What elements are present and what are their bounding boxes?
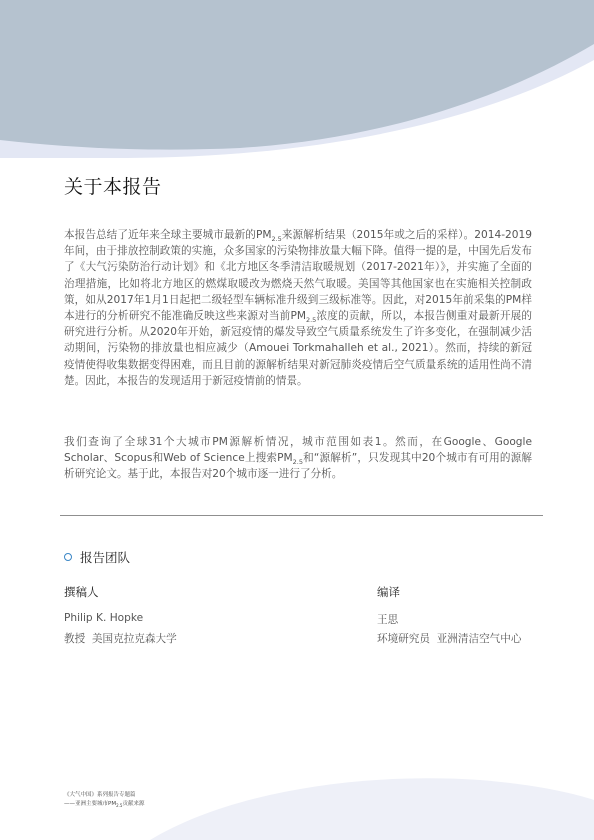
footer-series-title: 《大气中国》系列报告专题篇 <box>64 792 136 798</box>
bullet-circle-icon <box>64 553 72 561</box>
page-title: 关于本报告 <box>64 176 162 198</box>
team-section-title: 报告团队 <box>80 550 131 565</box>
translators-heading: 编译 <box>377 585 400 599</box>
header-accent-shape <box>0 0 594 158</box>
author-name: Philip K. Hopke <box>64 612 144 624</box>
translator-name: 王思 <box>377 614 399 626</box>
method-paragraph: 我们查询了全球31个大城市PM源解析情况，城市范围如表1。然而，在Google、Google Scholar、Scopus和Web of Science上搜索$PM_{2.5}$和“源解析”，只发现其中20个城市有可用的源解析研究论文。基于此，本报告对20个城市逐一进行了分析。 <box>64 436 532 481</box>
header-band-shape <box>0 0 594 150</box>
footer-report-title: ——亚洲主要城市$PM_{2.5}$贡献来源 <box>64 801 145 809</box>
translator-affiliation: 环境研究员 亚洲清洁空气中心 <box>377 633 522 645</box>
author-affiliation: 教授 美国克拉克森大学 <box>64 633 177 645</box>
intro-paragraph: 本报告总结了近年来全球主要城市最新的$PM_{2.5}$来源解析结果（2015年或之后的采样）。2014-2019年间，由于排放控制政策的实施，众多国家的污染物排放量大幅下降。值得一提的是，中国先后发布了《大气污染防治行动计划》和《北方地区冬季清洁取暖规划（2017-2021年）》，并实施了全面的治理措施，比如将北方地区的燃煤取暖改为燃烧天然气取暖。美国等其他国家也在实施相关控制政策，如从2017年1月1日起把二级轻型车辆标准升级到三级标准等。因此，对2015年前采集的PM样本进行的分析研究不能准确反映这些来源对当前$PM_{2.5}$浓度的贡献，所以，本报告侧重对最新开展的研究进行分析。从2020年开始，新冠疫情的爆发导致空气质量系统发生了许多变化，在强制减少活动期间，污染物的排放量也相应减少（Amouei Torkmahalleh et al., 2021）。然而，持续的新冠疫情使得收集数据变得困难，而且目前的源解析结果对新冠肺炎疫情后空气质量系统的适用性尚不清楚。因此，本报告的发现适用于新冠疫情前的情景。 <box>64 229 532 387</box>
section-divider <box>60 515 543 516</box>
footer-wave-shape <box>150 778 594 840</box>
authors-heading: 撰稿人 <box>64 585 99 599</box>
